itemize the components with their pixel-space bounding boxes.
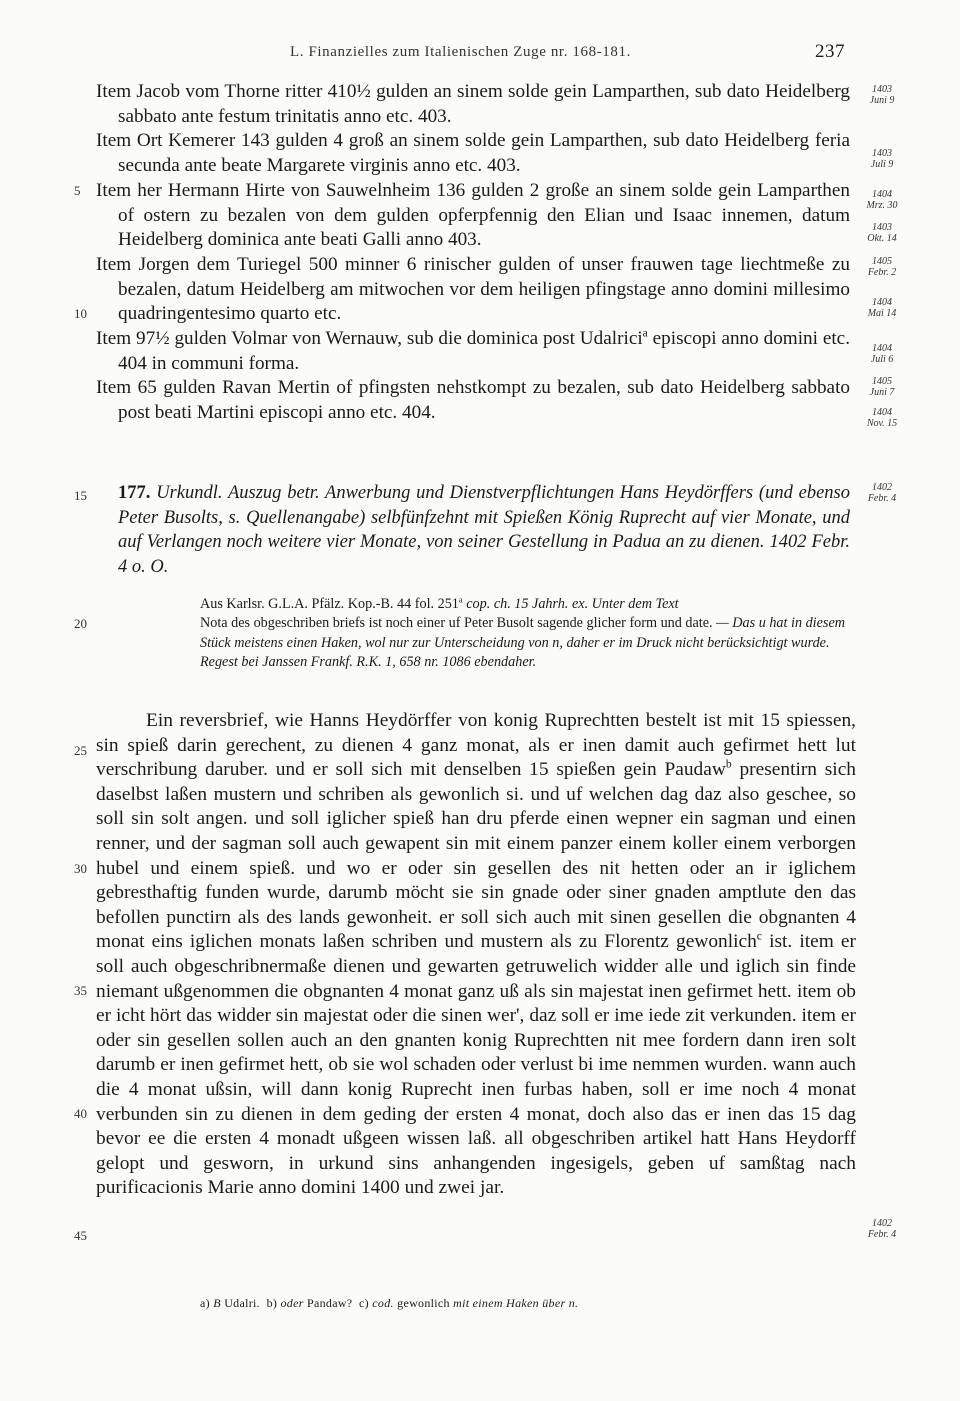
document-body bbox=[96, 709, 856, 1201]
body-paragraph: Ein reversbrief, wie Hanns Heydörffer von konig Ruprechtten bestelt ist mit 15 spiessen, sin spieß darin gerechent, zu dienen 4 ganz monat, als er inen damit auch gefirmet hett lut verschribung daruber. und er soll sich mit denselben 15 spießen gein Paudaw$^b$ presentirn sich daselbst laßen mustern und schriben als gewonlich si. und uf welchen dag daz also geschee, so soll sin solt angen. und soll iglicher spieß han dru pferde einen wepner ein sagman und einen renner, und der sagman soll auch gewapent sin mit einem panzer einem koller einem verborgen hubel und einem spieß. und wo er oder sin gesellen des nit hetten oder an ir iglichem gebresthaftig funden wurde, darumb möcht sie sin gnade oder siner gnaden amptlute den das befollen punctirn als des lands gewonheit. er soll sich auch mit sinen gesellen die obgnanten 4 monat eins iglichen monats laßen schriben und mustern als zu Florentz gewonlich$^c$ ist. item er soll auch obgeschribnermaße dienen und gewarten getruwelich widder alle und iglich sin finde niemant ußgenommen die obgnanten 4 monat ganz uß als sin majestat inen gefirmet hett. item ob er icht hört das widder sin majestat oder die sinen wer', daz soll er ime iede zit verkunden. item er oder sin gesellen sollen auch an den gnanten konig Ruprechtten nit mee fordern dann iren solt darumb er inen gefirmet hett, ob sie wol schaden oder verlust bi ime nemmen wurden. wann auch die 4 monat ußsin, will dann konig Ruprecht inen furbas haben, soll er ime noch 4 monat verbunden sin zu dienen in dem geding der ersten 4 monat, doch also das er inen das 15 dag bevor ee die ersten 4 monadt ußgeen wissen laß. all obgeschriben artikel hatt Hans Heydorff gelopt und gesworn, in urkund sins anhangenden ingesigels, geben uf samßtag nach purificacionis Marie anno domini 1400 und zwei jar. bbox=[96, 710, 856, 1199]
line-number: 20 bbox=[74, 616, 87, 631]
account-entry: Item Ort Kemerer 143 gulden 4 groß an sinem solde gein Lamparthen, sub dato Heidelberg feria secunda ante beate Margarete virginis anno etc. 403. bbox=[96, 130, 850, 177]
source-notes bbox=[200, 595, 850, 673]
footnote-mark: a bbox=[642, 327, 648, 340]
margin-date: 1403 Juli 9 bbox=[870, 148, 894, 170]
margin-date: 1404 Mrz. 30 bbox=[866, 189, 898, 211]
line-number: 5 bbox=[74, 183, 81, 198]
account-entries bbox=[96, 80, 850, 426]
account-entry: Item Jacob vom Thorne ritter 410½ gulden an sinem solde gein Lamparthen, sub dato Heidelberg sabbato ante festum trinitatis anno etc. 403. bbox=[96, 81, 850, 127]
margin-date: 1403 Okt. 14 bbox=[867, 222, 897, 244]
line-number: 40 bbox=[74, 1106, 87, 1121]
line-number: 10 bbox=[74, 306, 87, 321]
margin-date: 1404 Juli 6 bbox=[870, 343, 894, 365]
margin-date: 1402 Febr. 4 bbox=[867, 482, 897, 504]
margin-date: 1405 Febr. 2 bbox=[867, 256, 897, 278]
document-number: 177. bbox=[118, 483, 151, 503]
footnotes: a) B Udalri. b) oder Pandaw? c) cod. gewonlich mit einem Haken über n. bbox=[200, 1296, 579, 1310]
heading-text: Urkundl. Auszug betr. Anwerbung und Dienstverpflichtungen Hans Heydörffers (und ebenso Peter Busolts, s. Quellenangabe) selbfünfzehnt mit Spießen König Ruprecht auf vier Monate, und auf Verlangen noch weitere vier Monate, von seiner Gestellung in Padua an zu dienen. 1402 Febr. 4 o. O. bbox=[118, 483, 850, 577]
margin-date: 1405 Juni 7 bbox=[869, 376, 895, 398]
line-number: 30 bbox=[74, 861, 87, 876]
account-entry: Item 65 gulden Ravan Mertin of pfingsten nehstkompt zu bezalen, sub dato Heidelberg sabbato post beati Martini episcopi anno etc. 404. bbox=[96, 377, 850, 424]
line-number: 15 bbox=[74, 488, 87, 503]
document-heading bbox=[118, 481, 850, 579]
margin-date: 1404 Mai 14 bbox=[867, 297, 897, 319]
footnote-mark: b bbox=[725, 757, 732, 771]
line-number: 25 bbox=[74, 743, 87, 758]
account-entry: Item her Hermann Hirte von Sauwelnheim 136 gulden 2 große an sinem solde gein Lamparthen of ostern zu bezalen von dem gulden opferpfennig den Elian und Isaac innemen, datum Heidelberg dominica ante beati Galli anno 403. bbox=[96, 179, 850, 251]
account-entry: Item 97½ gulden Volmar von Wernauw, sub die dominica post Udalrici$^a$ episcopi anno domini etc. 404 in communi forma. bbox=[96, 327, 850, 374]
page-header bbox=[0, 41, 960, 68]
margin-date: 1404 Nov. 15 bbox=[866, 407, 898, 429]
margin-date: 1402 Febr. 4 bbox=[867, 1218, 897, 1240]
page-number: 237 bbox=[815, 41, 845, 62]
source-line: Aus Karlsr. G.L.A. Pfälz. Kop.-B. 44 fol. 251$^a$ cop. ch. 15 Jahrh. ex. Unter dem Text bbox=[200, 594, 679, 612]
regest-line: Regest bei Janssen Frankf. R.K. 1, 658 nr. 1086 ebendaher. bbox=[200, 654, 537, 671]
account-entry: Item Jorgen dem Turiegel 500 minner 6 rinischer gulden of unser frauwen tage liechtmeße zu bezalen, datum Heidelberg am mitwochen vor dem heiligen pfingstage anno domini millesimo quadringentesimo quarto etc. bbox=[96, 253, 850, 325]
line-number: 45 bbox=[74, 1228, 87, 1243]
running-title: L. Finanzielles zum Italienischen Zuge nr. 168-181. bbox=[290, 44, 631, 60]
footnote-mark: c bbox=[756, 929, 762, 943]
line-number: 35 bbox=[74, 983, 87, 998]
source-nota: Nota des obgeschriben briefs ist noch einer uf Peter Busolt sagende glicher form und date. — Das u hat in diesem Stück meistens einen Haken, wol nur zur Unterscheidung von n, daher er im Druck nicht berücksichtigt wurde. bbox=[200, 615, 845, 651]
margin-date: 1403 Juni 9 bbox=[869, 84, 895, 106]
